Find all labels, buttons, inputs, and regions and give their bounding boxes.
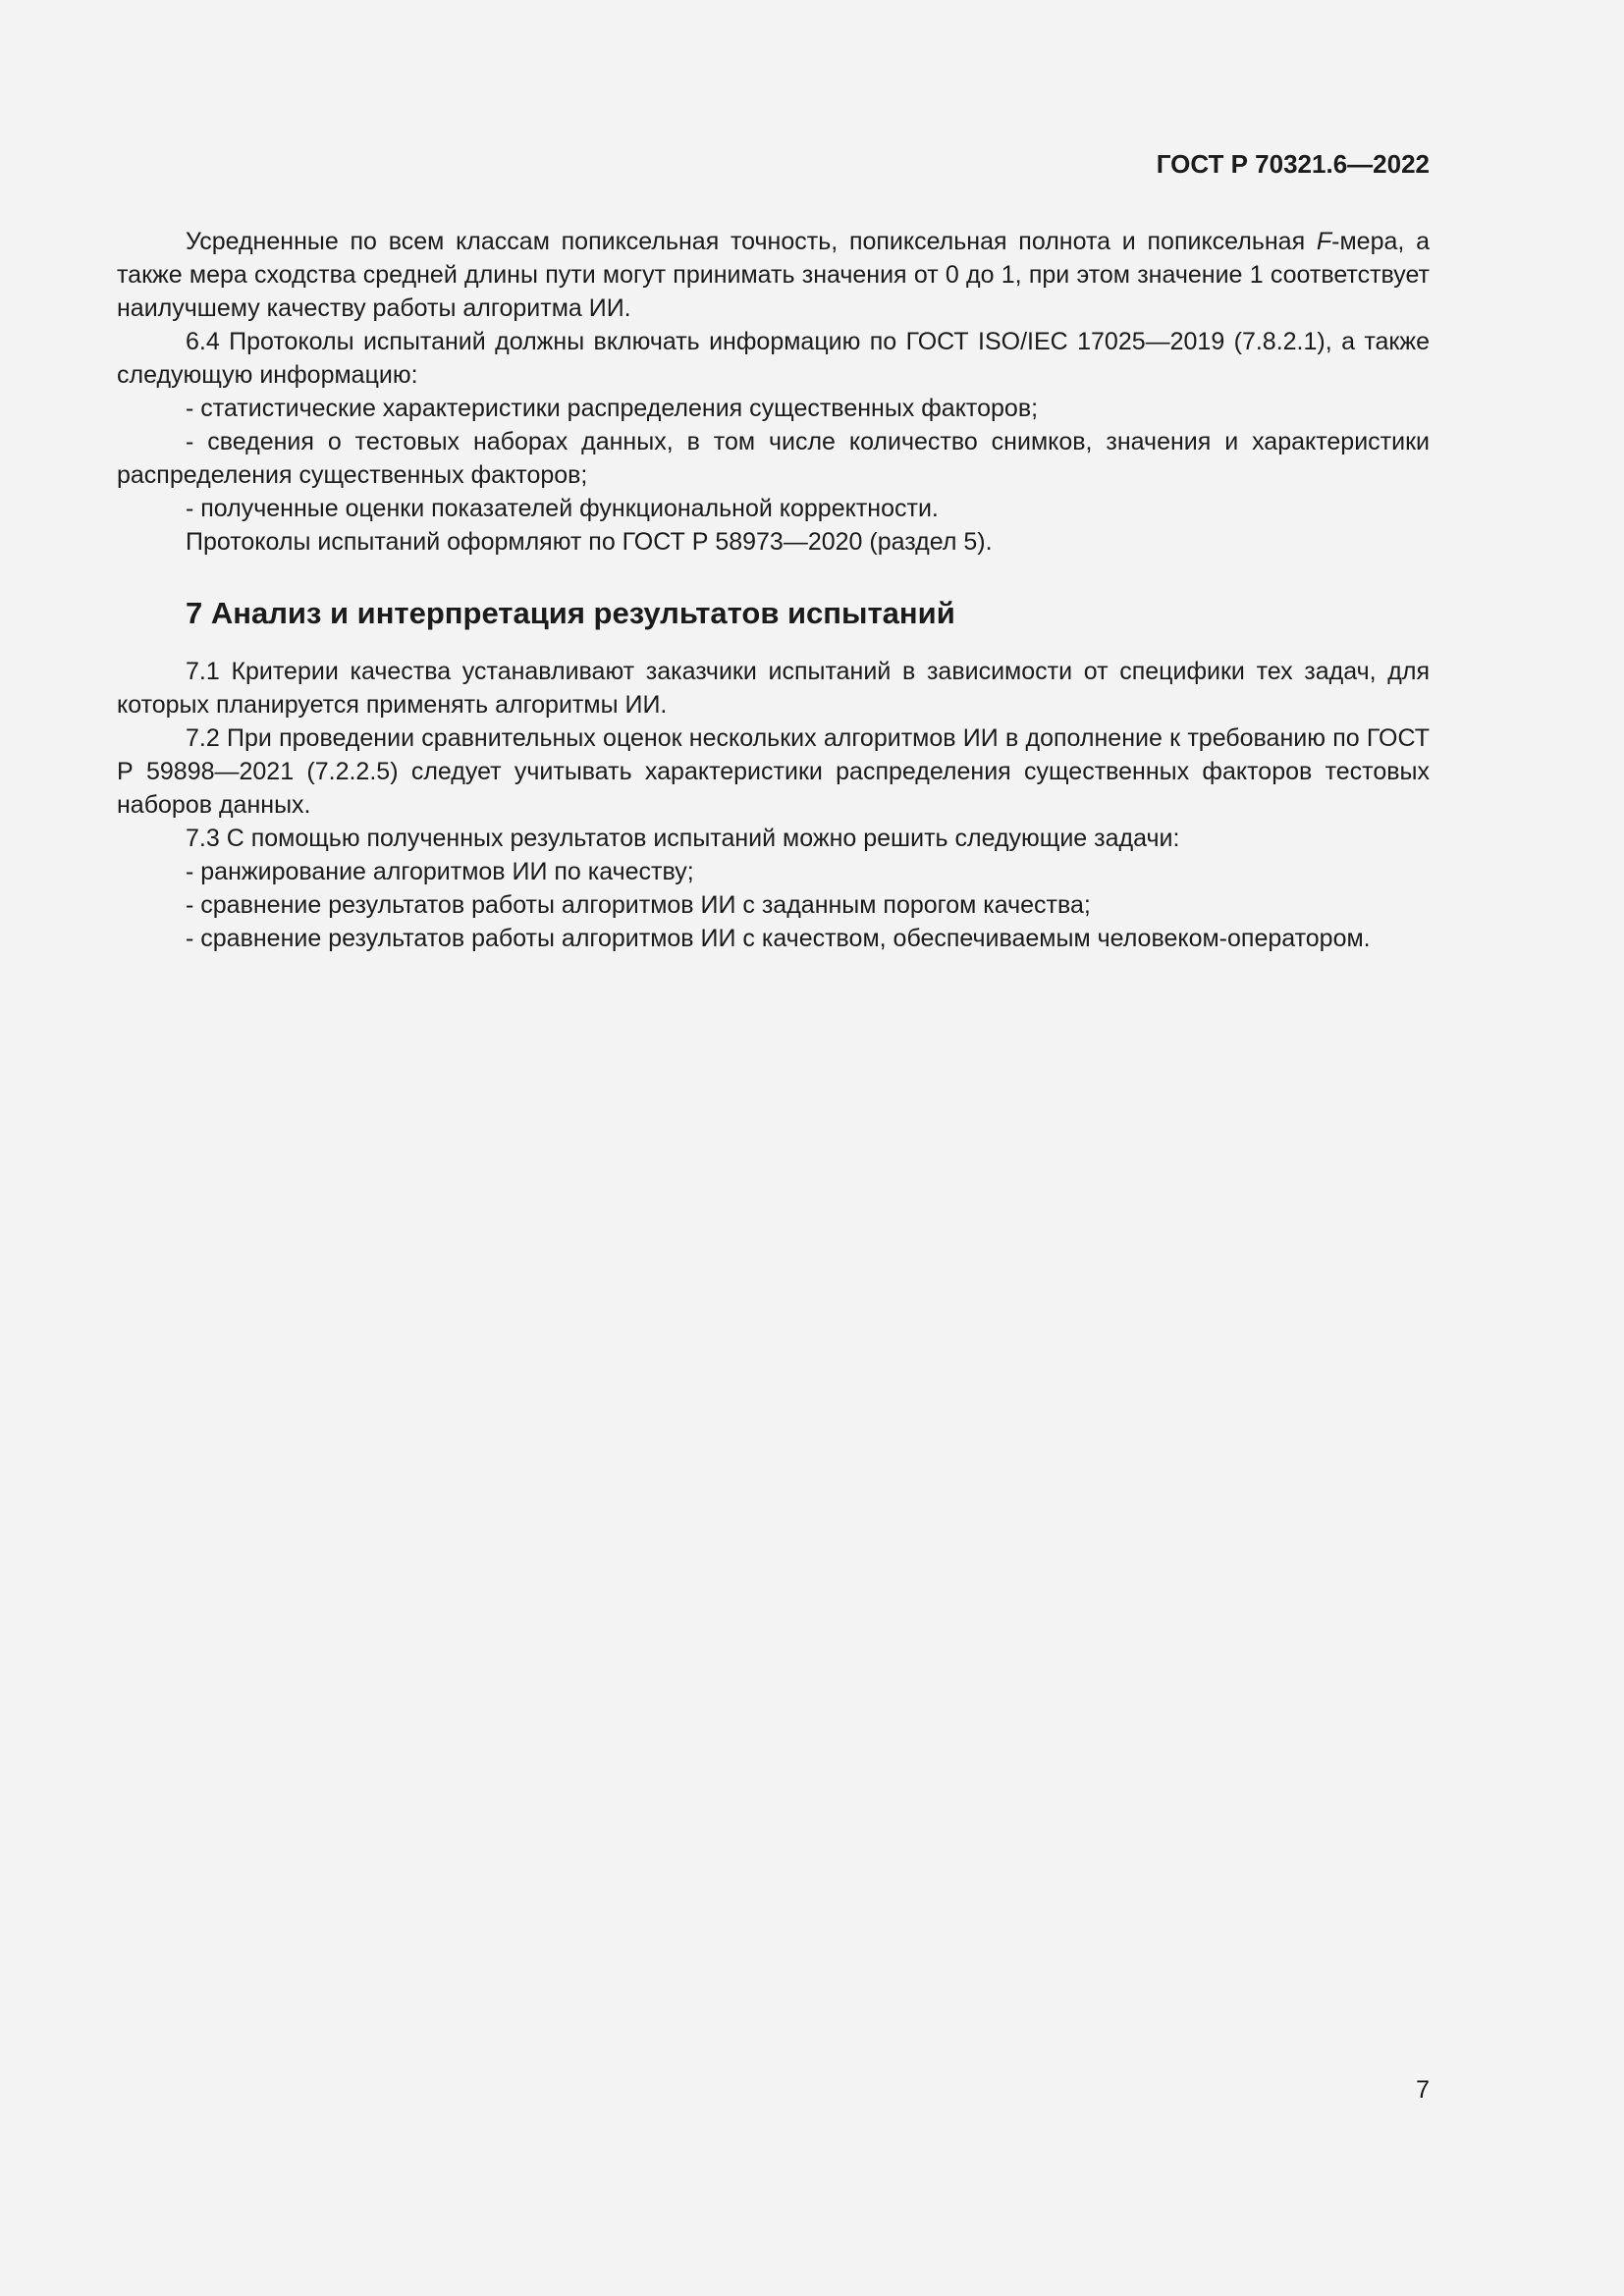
paragraph-averaged-metrics xyxy=(117,225,1430,325)
document-body xyxy=(117,225,1430,955)
list-item-correctness-scores: - полученные оценки показателей функциональной корректности. xyxy=(186,495,939,522)
list-item-test-datasets: - сведения о тестовых наборах данных, в том числе количество снимков, значения и характеристики распределения существенных факторов; xyxy=(117,428,1430,489)
list-item-ranking: - ранжирование алгоритмов ИИ по качеству; xyxy=(186,858,694,885)
paragraph-7-2: 7.2 При проведении сравнительных оценок нескольких алгоритмов ИИ в дополнение к требованию по ГОСТ Р 59898—2021 (7.2.2.5) следует учитывать характеристики распределения существенных факторов тестовых наборов данных. xyxy=(117,724,1430,819)
paragraph-7-1: 7.1 Критерии качества устанавливают заказчики испытаний в зависимости от специфики тех задач, для которых планируется применять алгоритмы ИИ. xyxy=(117,658,1430,719)
paragraph-7-3: 7.3 С помощью полученных результатов испытаний можно решить следующие задачи: xyxy=(186,825,1180,852)
list-item-operator-comparison: - сравнение результатов работы алгоритмов ИИ с качеством, обеспечиваемым человеком-оператором. xyxy=(186,925,1371,952)
metrics-italic-f: F xyxy=(1316,228,1332,255)
paragraph-protocols-format: Протоколы испытаний оформляют по ГОСТ Р 58973—2020 (раздел 5). xyxy=(186,528,993,556)
metrics-text-end: -мера, а также мера сходства средней длины пути могут принимать значения от 0 до 1, при этом значение 1 соответствует наилучшему качеству работы алгоритма ИИ. xyxy=(117,228,1430,322)
paragraph-6-4: 6.4 Протоколы испытаний должны включать информацию по ГОСТ ISO/IEC 17025—2019 (7.8.2.1), а также следующую информацию: xyxy=(117,328,1430,389)
section-7-heading: 7 Анализ и интерпретация результатов испытаний xyxy=(186,596,955,630)
metrics-text-start: Усредненные по всем классам попиксельная точность, попиксельная полнота и попиксельная xyxy=(186,228,1317,255)
page-number: 7 xyxy=(1416,2076,1430,2104)
list-item-threshold-comparison: - сравнение результатов работы алгоритмов ИИ с заданным порогом качества; xyxy=(186,891,1091,919)
list-item-statistics: - статистические характеристики распределения существенных факторов; xyxy=(186,395,1039,422)
document-code-header: ГОСТ Р 70321.6—2022 xyxy=(1156,149,1430,179)
